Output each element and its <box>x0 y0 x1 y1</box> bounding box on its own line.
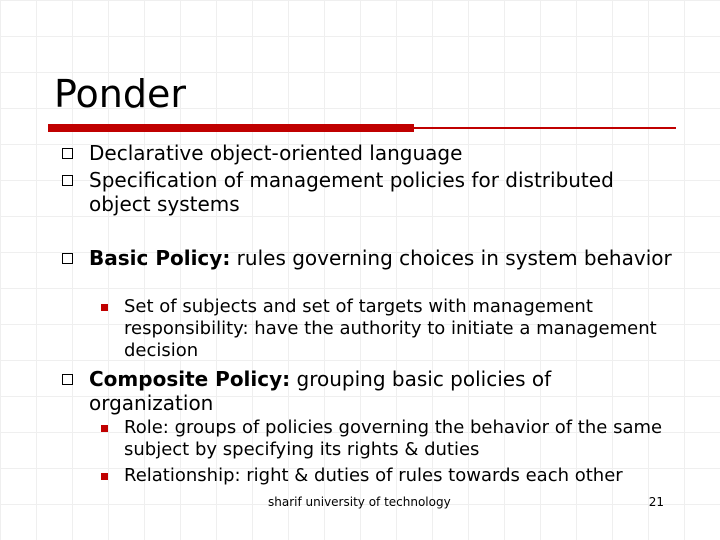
bullet-item <box>89 141 674 165</box>
hollow-square-bullet-icon <box>62 374 73 385</box>
hollow-square-bullet-icon <box>62 148 73 159</box>
sub-bullet-item: Set of subjects and set of targets with management responsibility: have the authority to initiate a management decision <box>124 296 657 361</box>
page-title: Ponder <box>54 72 187 116</box>
sub-bullet-item: Relationship: right & duties of rules towards each other <box>124 465 623 486</box>
filled-square-bullet-icon <box>101 425 108 432</box>
hollow-square-bullet-icon <box>62 253 73 264</box>
filled-square-bullet-icon <box>101 304 108 311</box>
sub-bullet-item: Role: groups of policies governing the behavior of the same subject by specifying its rights & duties <box>124 417 663 460</box>
title-underline-thick <box>48 124 414 132</box>
bullet-text: rules governing choices in system behavior <box>230 246 672 270</box>
filled-square-bullet-icon <box>101 473 108 480</box>
page-number: 21 <box>648 495 664 509</box>
bullet-item <box>89 246 674 270</box>
bullet-item <box>89 367 674 415</box>
title-underline-thin <box>414 127 676 129</box>
hollow-square-bullet-icon <box>62 175 73 186</box>
bullet-bold-label: Basic Policy: <box>89 246 231 270</box>
bullet-item <box>89 168 674 216</box>
bullet-text: Declarative object-oriented language <box>89 141 463 165</box>
bullet-text: Specification of management policies for distributed object systems <box>89 168 614 216</box>
footer-text: sharif university of technology <box>268 495 451 509</box>
bullet-bold-label: Composite Policy: <box>89 367 291 391</box>
bullet-text: grouping basic policies of organization <box>89 367 552 415</box>
